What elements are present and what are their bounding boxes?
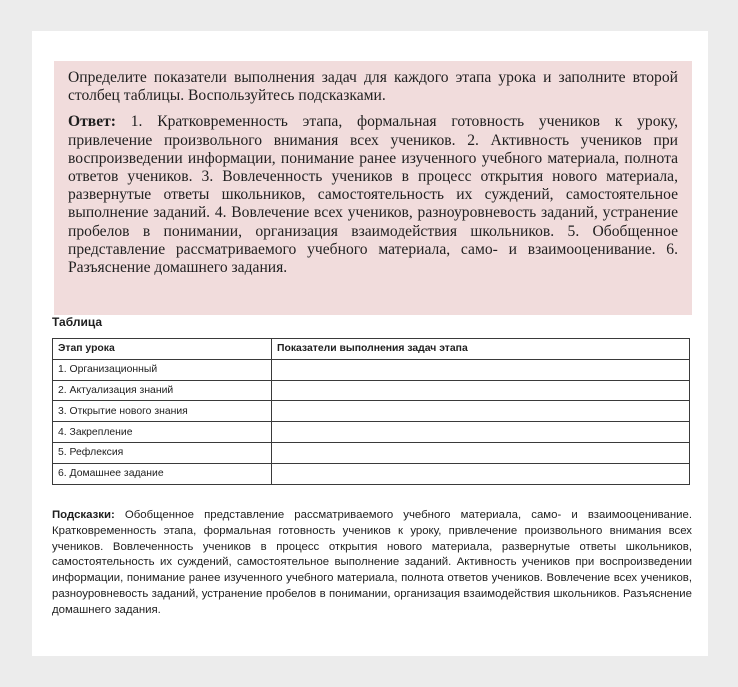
indicator-cell[interactable] (272, 380, 690, 401)
indicator-cell[interactable] (272, 463, 690, 484)
lesson-stage-table (52, 338, 690, 485)
answer-label: Ответ: (68, 113, 116, 131)
answer-text: 1. Кратковременность этапа, формальная готовность учеников к уроку, привлечение произвольного внимания всех учеников. 2. Активность учеников при воспроизведении информации, понимание ранее изученного учебного материала, полнота ответов учеников. 3. Вовлеченность учеников в процесс открытия нового материала, развернутые ответы школьников, самостоятельность их суждений, самостоятельное выполнение заданий. 4. Вовлечение всех учеников, разноуровневость заданий, устранение пробелов в понимании, организация взаимодействия школьников. 5. Обобщенное представление рассматриваемого учебного материала, само- и взаимооценивание. 6. Разъяснение домашнего задания. (68, 113, 678, 277)
table-row (53, 442, 690, 463)
task-question: Определите показатели выполнения задач для каждого этапа урока и заполните второй столбец таблицы. Воспользуйтесь подсказками. (68, 69, 678, 105)
table-row (53, 463, 690, 484)
stage-cell: 3. Открытие нового знания (53, 401, 272, 422)
task-answer (68, 113, 678, 277)
stage-cell: 1. Организационный (53, 359, 272, 380)
stage-cell: 4. Закрепление (53, 422, 272, 443)
hints-text: Обобщенное представление рассматриваемого учебного материала, само- и взаимооценивание. Кратковременность этапа, формальная готовность учеников к уроку, привлечение произвольного внимания всех учеников. Вовлеченность учеников в процесс открытия нового материала, развернутые ответы школьников, самостоятельность их суждений, самостоятельное выполнение заданий. Активность учеников при воспроизведении информации, понимание ранее изученного учебного материала, полнота ответов учеников. Вовлечение всех учеников, разноуровневость заданий, устранение пробелов в понимании, организация взаимодействия школьников. Разъяснение домашнего задания. (52, 509, 692, 616)
table-row (53, 422, 690, 443)
indicator-cell[interactable] (272, 442, 690, 463)
indicator-cell[interactable] (272, 401, 690, 422)
document-page (32, 31, 708, 656)
task-box (54, 61, 692, 315)
table-row (53, 380, 690, 401)
indicator-cell[interactable] (272, 422, 690, 443)
table-row (53, 401, 690, 422)
header-stage: Этап урока (53, 339, 272, 360)
table-header-row (53, 339, 690, 360)
stage-cell: 2. Актуализация знаний (53, 380, 272, 401)
table-title: Таблица (52, 315, 103, 329)
header-indicators: Показатели выполнения задач этапа (272, 339, 690, 360)
hints-paragraph (52, 508, 692, 619)
stage-cell: 6. Домашнее задание (53, 463, 272, 484)
hints-label: Подсказки: (52, 509, 115, 521)
stage-cell: 5. Рефлексия (53, 442, 272, 463)
table-row (53, 359, 690, 380)
indicator-cell[interactable] (272, 359, 690, 380)
